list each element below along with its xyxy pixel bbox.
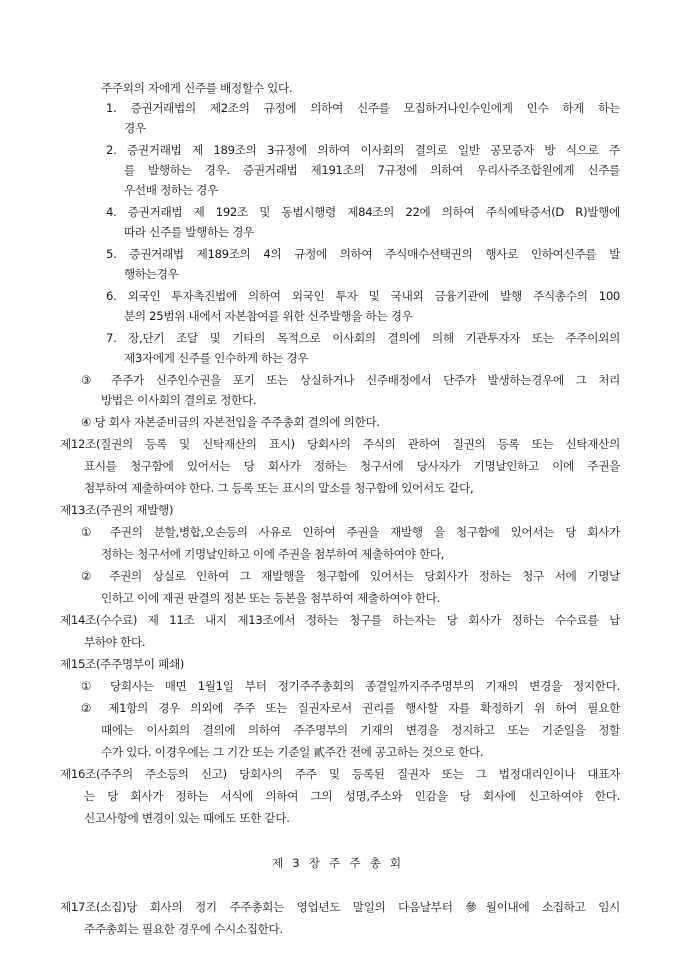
paragraph-item: ② 주권의 상실로 인하여 그 재발행을 청구함에 있어서는 당회사가 정하는 청구 서에 기명날 [81,569,620,583]
text-line: 는 당 회사가 정하는 서식에 의하여 그의 성명,주소와 인감을 당 회사에 신고하여야 한다. [84,789,620,803]
article-line: 제16조(주주의 주소등의 신고) 당회사의 주주 및 등록된 질권자 또는 그 법정대리인이나 대표자 [60,767,620,781]
text-line: 신고사항에 변경이 있는 때에도 또한 같다. [84,811,290,825]
paragraph-item: ② 제1항의 경우 의외에 주주 또는 질권자로서 권리를 행사할 자를 확정하기 위 하여 필요한 [81,701,620,715]
text-line: 를 발행하는 경우. 증권거래법 제191조의 7규정에 의하여 우리사주조합원에게 신주를 [124,163,620,177]
list-item: 1. 증권거래법의 제2조의 규정에 의하여 신주를 모집하거나인수인에게 인수 하게 하는 [106,101,620,115]
text-line: 정하는 청구서에 기명날인하고 이에 주권을 첨부하여 제출하여야 한다, [101,547,445,561]
list-item: 7. 장,단기 조달 및 기타의 목적으로 이사회의 결의에 의해 기관투자자 또는 주주이외의 [106,331,620,345]
list-item: 6. 외국인 투자촉진법에 의하여 외국인 투자 및 국내외 금융기관에 발행 주식총수의 100 [106,289,620,303]
text-line: 방법은 이사회의 결의로 정한다. [101,393,257,407]
text-line: 첨부하여 제출하여야 한다. 그 등록 또는 표시의 말소를 청구함에 있어서도 같다, [84,481,474,495]
text-line: 때에는 이사회의 결의에 의하여 주주명부의 기재의 변경을 정지하고 또는 기준일을 정할 [101,723,620,737]
chapter-heading: 제 3 장 주 주 총 회 [272,856,401,870]
text-line: 인하고 이에 재권 판결의 정본 또는 등본을 첨부하여 제출하여야 한다. [101,591,441,605]
text-line: 분의 25범위 내에서 자본참여를 위한 신주발행을 하는 경우 [124,309,413,323]
text-line: 경우 [124,121,146,135]
text-line: 제3자에게 신주를 인수하게 하는 경우 [124,351,309,365]
list-item: 2. 증권거래법 제 189조의 3규정에 의하여 이사회의 결의로 일반 공모증자 방 식으로 주 [106,143,620,157]
article-title: 제13조(주권의 재발행) [60,503,174,517]
text-line: 표시를 청구함에 있어서는 당 회사가 정하는 청구서에 당사자가 기명날인하고 이에 주권을 [84,459,620,473]
text-line: 따라 신주를 발행하는 경우 [124,225,255,239]
article-line: 제17조(소집)당 회사의 정기 주주총회는 영업년도 말일의 다음날부터 參월이내에 소집하고 임시 [60,900,620,914]
article-line: 제14조(수수료) 제 11조 내지 제13조에서 정하는 청구를 하는자는 당 회사가 정하는 수수료를 납 [60,613,621,627]
text-line: 주주총회는 필요한 경우에 수시소집한다. [84,922,283,936]
text-line: 수가 있다. 이경우에는 그 기간 또는 기준일 貳주간 전에 공고하는 것으로 한다. [101,745,484,759]
paragraph-item: ① 주권의 분할,병합,오손등의 사유로 인하여 주권을 재발행 을 청구함에 있어서는 당 회사가 [81,525,620,539]
text-line: 우선배 정하는 경우 [124,183,218,197]
article-line: 제12조(질권의 등록 및 신탁재산의 표시) 당회사의 주식의 관하여 질권의 등록 또는 신탁재산의 [60,437,620,451]
text-line: 부하야 한다. [84,635,146,649]
article-title: 제15조(주주명부이 폐쇄) [60,657,185,671]
text-line: 주주외의 자에게 신주를 배정할수 있다. [101,81,293,95]
paragraph-item: ③ 주주가 신주인수권을 포기 또는 상실하거나 신주배정에서 단주가 발생하는경우에 그 처리 [81,373,620,387]
list-item: 5. 증권거래법 제189조의 4의 규정에 의하여 주식매수선택권의 행사로 인하여신주를 발 [106,247,620,261]
text-line: 행하는경우 [124,267,179,281]
paragraph-item: ④ 당 회사 자본준비금의 자본전입을 주주총회 결의에 의한다. [81,415,380,429]
list-item: 4. 증권거래법 제 192조 및 동법시행령 제84조의 22에 의하여 주식예탁증서(D R)발행에 [106,205,620,219]
paragraph-item: ① 당회사는 매면 1월1일 부터 정기주주총회의 종결일까지주주명부의 기재의 변경을 정지한다. [81,679,620,693]
